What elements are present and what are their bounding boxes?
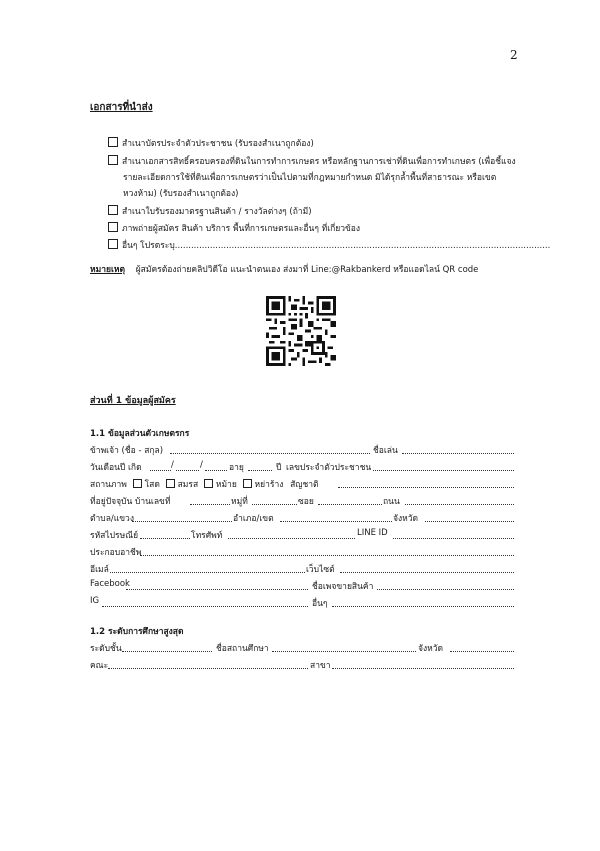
name-label: ข้าพเจ้า (ชื่อ - สกุล)	[90, 446, 164, 456]
age-label: อายุ	[229, 463, 244, 473]
faculty-label: คณะ	[90, 661, 109, 671]
edu-level-field[interactable]	[122, 651, 212, 652]
ig-field[interactable]	[102, 606, 308, 607]
faculty-field[interactable]	[108, 668, 308, 669]
other-field[interactable]	[332, 606, 514, 607]
qr-code-image	[266, 295, 336, 367]
road-field[interactable]	[405, 504, 514, 505]
province-field[interactable]	[425, 521, 514, 522]
school-field[interactable]	[272, 651, 416, 652]
nickname-label: ชื่อเล่น	[373, 446, 398, 456]
career-label: ประกอบอาชีพ	[90, 548, 142, 558]
house-number-field[interactable]	[190, 504, 230, 505]
edu-province-label: จังหวัด	[418, 644, 444, 654]
status-single-checkbox[interactable]	[133, 479, 142, 488]
career-field[interactable]	[140, 555, 514, 556]
checkbox-icon[interactable]	[108, 239, 118, 249]
education-subheading: 1.2 ระดับการศึกษาสูงสุด	[90, 627, 184, 637]
dob-year-field[interactable]	[205, 470, 227, 471]
school-label: ชื่อสถานศึกษา	[216, 644, 269, 654]
land-doc-continuation-2: หวงห้าม) (รับรองสำเนาถูกต้อง)	[123, 189, 239, 199]
nationality-field[interactable]	[338, 487, 514, 488]
address-label: ที่อยู่ปัจจุบัน บ้านเลขที่	[90, 497, 171, 507]
status-married-checkbox[interactable]	[166, 479, 175, 488]
checkbox-icon[interactable]	[108, 155, 118, 165]
nationality-label: สัญชาติ	[290, 480, 319, 490]
land-doc-continuation-1: รายละเอียดการใช้ที่ดินเพื่อการเกษตรว่าเป็นไปตามที่กฎหมายกำหนด มิได้รุกล้ำพื้นที่สาธารณะ หรือเขต	[123, 173, 497, 183]
website-label: เว็บไซต์	[306, 565, 335, 575]
id-field[interactable]	[373, 470, 514, 471]
checkbox-icon[interactable]	[108, 222, 118, 232]
email-field[interactable]	[110, 572, 305, 573]
nickname-field[interactable]	[402, 453, 514, 454]
year-label: ปี	[276, 463, 282, 473]
checkbox-icon[interactable]	[108, 205, 118, 215]
postcode-field[interactable]	[140, 538, 190, 539]
status-label: สถานภาพ	[90, 480, 127, 490]
dob-label: วันเดือนปี เกิด	[90, 463, 142, 473]
moo-label: หมู่ที่	[231, 497, 248, 507]
email-label: อีเมล์	[90, 565, 109, 575]
dob-slash: /	[171, 460, 174, 470]
note-text: ผู้สมัครต้องถ่ายคลิปวิดีโอ แนะนำตนเอง ส่งมาที่ Line:@Rakbankerd หรือแอดไลน์ QR code	[135, 265, 479, 275]
other-label: อื่นๆ	[312, 599, 328, 609]
note-label: หมายเหตุ	[90, 265, 125, 275]
postcode-label: รหัสไปรษณีย์	[90, 531, 139, 541]
edu-level-label: ระดับชั้น	[90, 644, 122, 654]
dob-month-field[interactable]	[176, 470, 199, 471]
facebook-label: Facebook	[90, 579, 130, 589]
edu-province-field[interactable]	[450, 651, 514, 652]
page-number: 2	[510, 48, 518, 62]
facebook-field[interactable]	[126, 589, 308, 590]
line-id-label: LINE ID	[357, 528, 388, 538]
tambon-field[interactable]	[132, 521, 232, 522]
shop-page-label: ชื่อเพจขายสินค้า	[312, 582, 374, 592]
section1-heading: ส่วนที่ 1 ข้อมูลผู้สมัคร	[90, 396, 176, 406]
soi-label: ซอย	[298, 497, 314, 507]
checklist-item-certificate[interactable]: สำเนาใบรับรองมาตรฐานสินค้า / รางวัลต่างๆ (ถ้ามี)	[108, 204, 312, 218]
checkbox-icon[interactable]	[108, 137, 118, 147]
note-line	[90, 262, 478, 276]
ig-label: IG	[90, 596, 100, 606]
status-row: สถานภาพ โสด สมรส หม้าย หย่าร้าง สัญชาติ	[90, 480, 319, 490]
major-field[interactable]	[332, 668, 514, 669]
moo-field[interactable]	[252, 504, 297, 505]
road-label: ถนน	[383, 497, 400, 507]
checklist-item-land-doc[interactable]: สำเนาเอกสารสิทธิ์ครอบครองที่ดินในการทำการเกษตร หรือหลักฐานการเช่าที่ดินเพื่อการทำเกษตร (เพื่อชี้แจง	[108, 154, 516, 168]
documents-heading: เอกสารที่นำส่ง	[90, 102, 153, 113]
age-field[interactable]	[248, 470, 272, 471]
line-id-field[interactable]	[393, 538, 514, 539]
soi-field[interactable]	[318, 504, 382, 505]
name-field[interactable]	[170, 453, 370, 454]
shop-page-field[interactable]	[377, 589, 514, 590]
tambon-label: ตำบล/แขวง	[90, 514, 134, 524]
dob-day-field[interactable]	[150, 470, 171, 471]
amphoe-field[interactable]	[280, 521, 392, 522]
checklist-item-other[interactable]: อื่นๆ โปรดระบุ...........................................................................................................................................	[108, 238, 550, 252]
phone-label: โทรศัพท์	[191, 531, 223, 541]
personal-info-subheading: 1.1 ข้อมูลส่วนตัวเกษตรกร	[90, 429, 190, 439]
checklist-item-photos[interactable]: ภาพถ่ายผู้สมัคร สินค้า บริการ พื้นที่การเกษตรและอื่นๆ ที่เกี่ยวข้อง	[108, 221, 360, 235]
major-label: สาขา	[310, 661, 331, 671]
website-field[interactable]	[340, 572, 514, 573]
province-label: จังหวัด	[393, 514, 419, 524]
id-label: เลขประจำตัวประชาชน	[286, 463, 372, 473]
status-divorced-checkbox[interactable]	[243, 479, 252, 488]
dob-slash: /	[200, 460, 203, 470]
amphoe-label: อำเภอ/เขต	[233, 514, 274, 524]
status-widowed-checkbox[interactable]	[204, 479, 213, 488]
phone-field[interactable]	[228, 538, 355, 539]
checklist-item-id-card[interactable]: สำเนาบัตรประจำตัวประชาชน (รับรองสำเนาถูกต้อง)	[108, 136, 314, 150]
